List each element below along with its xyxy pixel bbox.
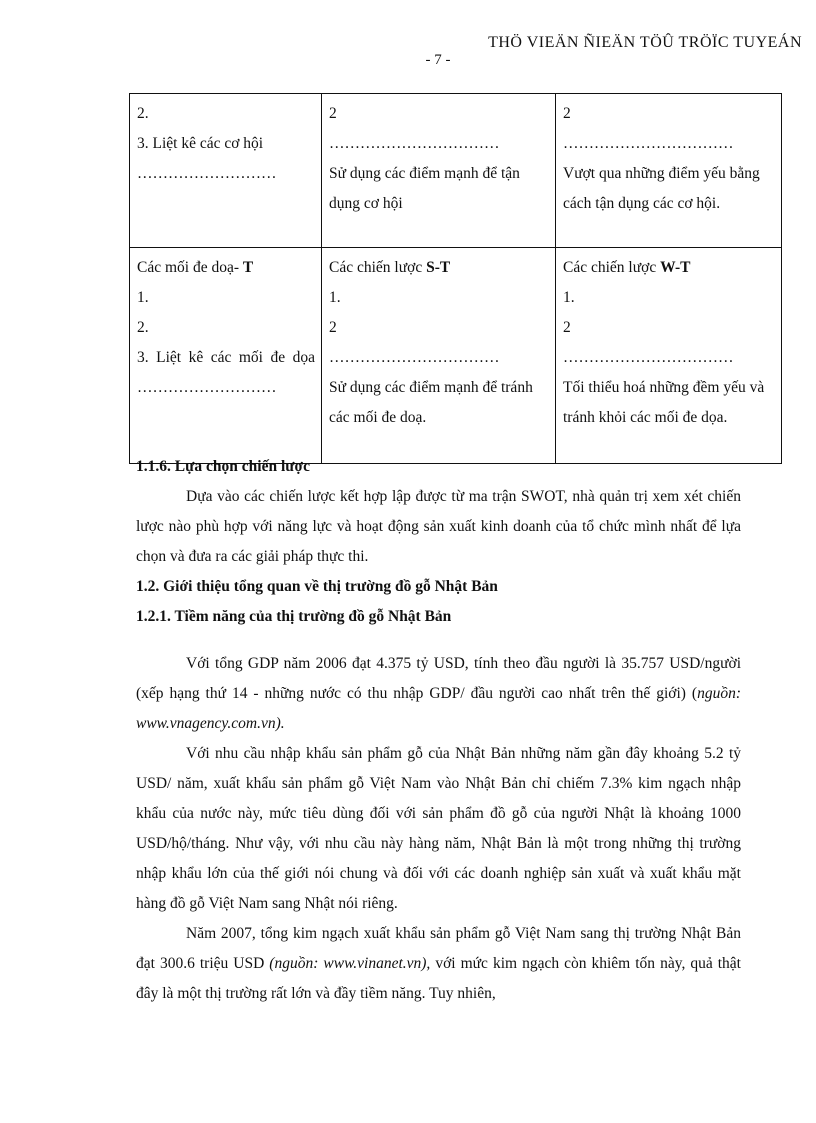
table-cell-line: ……………………………: [329, 349, 500, 366]
table-cell-title: Các mối đe doạ- T: [137, 259, 254, 276]
table-cell-line: ……………………………: [329, 135, 500, 152]
section-heading: 1.1.6. Lựa chọn chiến lược: [136, 458, 311, 475]
section-heading: 1.2.1. Tiềm năng của thị trường đồ gỗ Nhật Bản: [136, 608, 452, 625]
source-citation: nguồn: www.vnagency.com.vn).: [136, 685, 741, 732]
table-cell-line: 2: [563, 105, 571, 122]
table-cell-line: 2.: [137, 319, 149, 336]
table-cell-text: Sử dụng các điểm mạnh để tránh các mối đe doạ.: [329, 379, 533, 426]
table-cell-line: 2: [329, 105, 337, 122]
opportunities-cell: [130, 94, 322, 248]
table-cell-line: ……………………………: [563, 135, 734, 152]
table-cell-title: Các chiến lược S-T: [329, 259, 451, 276]
table-cell-text: Vượt qua những điểm yếu bằng cách tận dụng các cơ hội.: [563, 165, 760, 212]
so-strategy-cell: [322, 94, 556, 248]
section-heading: 1.2. Giới thiệu tổng quan về thị trường đồ gỗ Nhật Bản: [136, 578, 498, 595]
paragraph: Dựa vào các chiến lược kết hợp lập được từ ma trận SWOT, nhà quản trị xem xét chiến lược nào phù hợp với năng lực và hoạt động sản xuất kinh doanh của tổ chức mình nhất để lựa chọn và đưa ra các giải pháp thực thi.: [136, 488, 741, 565]
library-header: THÖ VIEÄN ÑIEÄN TÖÛ TRÖÏC TUYEÁN: [488, 34, 802, 51]
paragraph: Năm 2007, tổng kim ngạch xuất khẩu sản phẩm gỗ Việt Nam sang thị trường Nhật Bản đạt 300.6 triệu USD (nguồn: www.vinanet.vn), với mức kim ngạch còn khiêm tốn này, quả thật đây là một thị trường rất lớn và đầy tiềm năng. Tuy nhiên,: [136, 925, 741, 1002]
paragraph: Với nhu cầu nhập khẩu sản phẩm gỗ của Nhật Bản những năm gần đây khoảng 5.2 tỷ USD/ năm, xuất khẩu sản phẩm gỗ Việt Nam vào Nhật Bản chỉ chiếm 7.3% kim ngạch nhập khẩu của nước này, mức tiêu dùng đối với sản phẩm đồ gỗ của người Nhật là khoảng 1000 USD/hộ/tháng. Như vậy, với nhu cầu này hàng năm, Nhật Bản là một trong những thị trường nhập khẩu lớn của thế giới nói chung và đối với các doanh nghiệp sản xuất và xuất khẩu mặt hàng đồ gỗ Việt Nam sang Nhật nói riêng.: [136, 745, 741, 912]
table-cell-line: ………………………: [137, 379, 277, 396]
source-citation: (nguồn: www.vinanet.vn),: [269, 955, 431, 972]
table-cell-line: 1.: [137, 289, 149, 306]
table-cell-text: Sử dụng các điểm mạnh để tận dụng cơ hội: [329, 165, 520, 212]
threats-cell: [130, 248, 322, 464]
table-cell-line: 2: [563, 319, 571, 336]
wo-strategy-cell: [556, 94, 782, 248]
table-cell-title: Các chiến lược W-T: [563, 259, 691, 276]
table-cell-line: 1.: [563, 289, 575, 306]
section-1-1-6: [136, 452, 741, 632]
table-cell-line: 1.: [329, 289, 341, 306]
table-row: [130, 94, 782, 248]
wt-strategy-cell: [556, 248, 782, 464]
table-cell-text: 3. Liệt kê các mối đe dọa: [137, 349, 315, 366]
st-strategy-cell: [322, 248, 556, 464]
table-row: [130, 248, 782, 464]
paragraph: Với tổng GDP năm 2006 đạt 4.375 tỷ USD, tính theo đầu người là 35.757 USD/người (xếp hạng thứ 14 - những nước có thu nhập GDP/ đầu người cao nhất trên thế giới) (nguồn: www.vnagency.com.vn).: [136, 655, 741, 732]
table-cell-line: ………………………: [137, 165, 277, 182]
page-number: - 7 -: [425, 52, 451, 68]
table-cell-line: 2: [329, 319, 337, 336]
section-1-2-1-body: [136, 649, 741, 1009]
swot-matrix-table: [129, 93, 782, 464]
table-cell-line: 2.: [137, 105, 149, 122]
table-cell-line: 3. Liệt kê các cơ hội: [137, 135, 264, 152]
table-cell-text: Tối thiểu hoá những đềm yếu và tránh khỏi các mối đe dọa.: [563, 379, 765, 426]
table-cell-line: ……………………………: [563, 349, 734, 366]
